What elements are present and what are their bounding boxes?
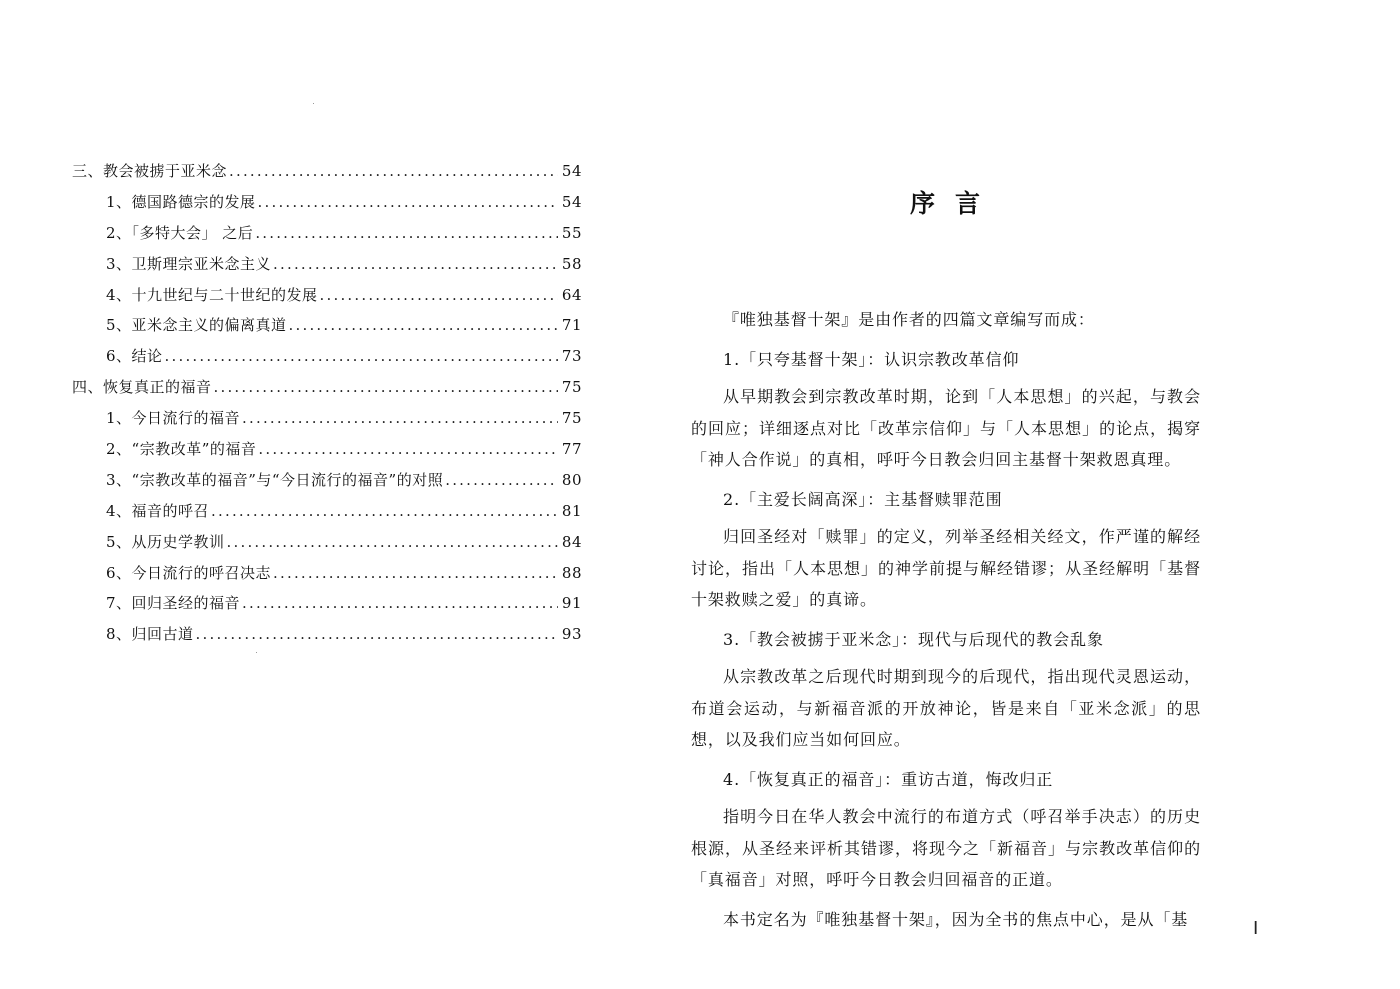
toc-dot-leader	[211, 496, 558, 527]
toc-entry	[72, 341, 582, 372]
toc-dot-leader	[214, 372, 558, 403]
toc-entry-page: 88	[561, 563, 582, 582]
toc-entry-page: 77	[561, 440, 582, 459]
toc-entry-title: 6、结论	[106, 347, 163, 366]
toc-dot-leader	[320, 280, 558, 311]
toc-entry-page: 54	[561, 162, 582, 180]
toc-entry	[72, 310, 582, 341]
toc-dot-leader	[289, 310, 558, 341]
preface-paragraph: 3.「教会被掳于亚米念」：现代与后现代的教会乱象	[723, 629, 1104, 649]
toc-entry-title: 2、「多特大会」 之后	[106, 223, 254, 242]
toc-dot-leader	[258, 434, 558, 465]
toc-entry-page: 80	[561, 470, 582, 489]
toc-entry-title: 1、德国路德宗的发展	[106, 192, 256, 211]
toc-entry	[72, 249, 582, 280]
toc-entry-page: 93	[561, 625, 582, 644]
toc-entry-title: 4、十九世纪与二十世纪的发展	[106, 285, 318, 304]
preface-paragraph: 1.「只夸基督十架」：认识宗教改革信仰	[723, 349, 1020, 369]
toc-entry-page: 84	[561, 532, 582, 551]
toc-entry	[72, 496, 582, 527]
toc-entry-title: 四、恢复真正的福音	[72, 378, 212, 397]
toc-entry	[72, 372, 582, 403]
preface-paragraph: 从早期教会到宗教改革时期，论到「人本思想」的兴起，与教会的回应；详细逐点对比「改革宗信仰」与「人本思想」的论点，揭穿「神人合作说」的真相，呼吁今日教会归回主基督十架救恩真理。	[691, 387, 1201, 469]
toc-entry	[72, 558, 582, 589]
toc-entry-page: 91	[561, 594, 582, 613]
toc-entry-page: 81	[561, 501, 582, 520]
toc-entry-page: 71	[561, 316, 582, 335]
toc-entry-page: 64	[561, 285, 582, 304]
toc-dot-leader	[196, 619, 558, 650]
toc-dot-leader	[242, 588, 558, 619]
toc-dot-leader	[229, 156, 558, 187]
toc-entry	[72, 434, 582, 465]
preface-paragraph: 归回圣经对「赎罪」的定义，列举圣经相关经文，作严谨的解经讨论，指出「人本思想」的神学前提与解经错谬；从圣经解明「基督十架救赎之爱」的真谛。	[691, 527, 1201, 609]
toc-entry	[72, 527, 582, 558]
toc-entry-page: 54	[561, 192, 582, 211]
toc-entry-title: 5、从历史学教训	[106, 532, 225, 551]
scan-speck	[256, 652, 257, 653]
toc-entry-page: 58	[561, 254, 582, 273]
toc-entry-title: 4、福音的呼召	[106, 501, 210, 520]
toc-entry-title: 2、“宗教改革”的福音	[106, 440, 257, 459]
toc-entry-title: 5、亚米念主义的偏离真道	[106, 316, 287, 335]
toc-entry-page: 75	[561, 378, 582, 397]
toc-entry-title: 8、归回古道	[106, 625, 194, 644]
toc-entry	[72, 403, 582, 434]
toc-entry-title: 3、卫斯理宗亚米念主义	[106, 254, 272, 273]
toc-entry-title: 3、“宗教改革的福音”与“今日流行的福音”的对照	[106, 470, 444, 489]
preface-paragraph: 2.「主爱长阔高深」：主基督赎罪范围	[723, 489, 1003, 509]
toc-entry	[72, 619, 582, 650]
preface-paragraph: 指明今日在华人教会中流行的布道方式（呼召举手决志）的历史根源，从圣经来评析其错谬，将现今之「新福音」与宗教改革信仰的「真福音」对照，呼吁今日教会归回福音的正道。	[691, 807, 1201, 889]
toc-dot-leader	[242, 403, 558, 434]
toc-entry	[72, 465, 582, 496]
scan-speck	[313, 103, 314, 104]
toc-entry-page: 55	[561, 223, 582, 242]
toc-dot-leader	[258, 187, 558, 218]
preface-paragraph: 4.「恢复真正的福音」：重访古道，悔改归正	[723, 769, 1054, 789]
preface-body	[691, 304, 1201, 943]
toc-entry	[72, 280, 582, 311]
toc-entry-title: 1、今日流行的福音	[106, 409, 241, 428]
preface-paragraph: 本书定名为『唯独基督十架』，因为全书的焦点中心，是从「基	[723, 909, 1189, 929]
toc-dot-leader	[273, 249, 558, 280]
toc-entry	[72, 218, 582, 249]
right-page	[691, 0, 1400, 989]
table-of-contents	[72, 156, 582, 650]
toc-dot-leader	[445, 465, 558, 496]
preface-title: 序言	[910, 189, 1001, 218]
toc-entry	[72, 187, 582, 218]
toc-entry	[72, 156, 582, 187]
preface-paragraph: 从宗教改革之后现代时期到现今的后现代，指出现代灵恩运动，布道会运动，与新福音派的开放神论，皆是来自「亚米念派」的思想，以及我们应当如何回应。	[691, 667, 1201, 749]
toc-dot-leader	[227, 527, 558, 558]
page-number: I	[1253, 918, 1259, 939]
toc-entry-title: 7、回归圣经的福音	[106, 594, 241, 613]
toc-entry-page: 73	[561, 347, 582, 366]
toc-entry-page: 75	[561, 409, 582, 428]
toc-entry	[72, 588, 582, 619]
toc-dot-leader	[255, 218, 558, 249]
toc-entry-title: 6、今日流行的呼召决志	[106, 563, 272, 582]
preface-paragraph: 『唯独基督十架』是由作者的四篇文章编写而成：	[723, 310, 1095, 329]
toc-dot-leader	[165, 341, 558, 372]
toc-dot-leader	[273, 558, 558, 589]
toc-entry-title: 三、教会被掳于亚米念	[72, 162, 228, 180]
